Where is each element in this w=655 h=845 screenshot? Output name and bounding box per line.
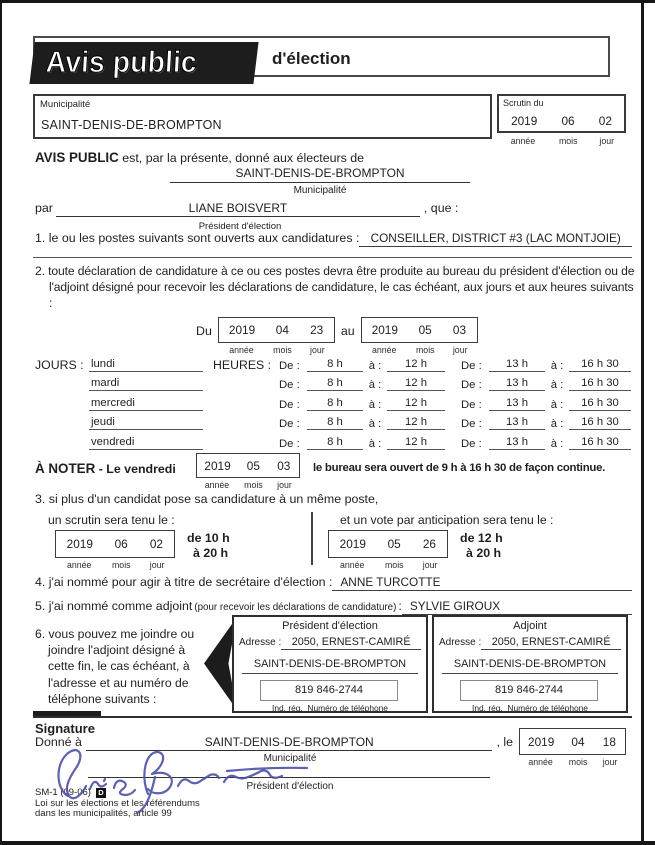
item5-row: [35, 599, 632, 615]
hour-from-am: 8 h: [307, 397, 363, 411]
date-day: 03: [277, 458, 291, 473]
scrutin-day: 02: [598, 114, 612, 128]
day-label: jour: [422, 560, 438, 570]
advance-polling-date: [328, 530, 448, 570]
scan-border-right: [641, 0, 644, 845]
heures-label: HEURES :: [213, 357, 272, 372]
president-contact-box: [232, 615, 428, 713]
year-label: année: [66, 560, 92, 570]
schedule-day: mardi: [89, 377, 203, 391]
advance-hours-to: à 20 h: [466, 545, 502, 560]
header-banner: [33, 36, 610, 77]
de-label: De :: [279, 398, 300, 411]
date-month: 05: [246, 458, 260, 473]
scrutin-date-box: [497, 94, 626, 133]
item5-colon: :: [398, 599, 402, 613]
date-month: 05: [418, 323, 432, 337]
address-row: [239, 636, 421, 650]
adjoint-contact-box: [432, 615, 628, 713]
date-box: [361, 317, 478, 343]
scrutin-date-labels: [497, 136, 626, 146]
phone-label: Ind. rég. Numéro de téléphone: [472, 703, 588, 713]
item5-paren: (pour recevoir les déclarations de candidature): [194, 602, 397, 613]
a-label: à :: [550, 359, 564, 372]
contact-box-title: Adjoint: [513, 620, 547, 632]
par-label: par: [35, 201, 53, 215]
polling-hours-from: de 10 h: [187, 531, 230, 545]
date-day: 18: [602, 734, 616, 749]
table-row: [35, 372, 635, 392]
advance-hours-from: de 12 h: [460, 531, 503, 545]
month-label: mois: [568, 757, 588, 767]
hour-from-pm: 13 h: [489, 397, 545, 411]
handwritten-signature: [52, 741, 317, 816]
a-label: à :: [368, 418, 382, 431]
scan-border-bottom: [0, 841, 655, 845]
polling-label: un scrutin sera tenu le :: [48, 513, 175, 527]
address-row: [439, 636, 621, 650]
de-label: De :: [461, 437, 482, 450]
schedule-day: mercredi: [89, 397, 203, 411]
hour-from-am: 8 h: [307, 416, 363, 430]
scrutin-month: 06: [561, 114, 575, 128]
au-label: au: [340, 324, 355, 338]
address-label: Adresse :: [239, 637, 282, 648]
president-name: LIANE BOISVERT: [56, 201, 420, 217]
law-reference: dans les municipalités, article 99: [35, 808, 172, 819]
dge-badge-icon: D: [96, 788, 106, 798]
address-value: 2050, ERNEST-CAMIRÉ: [281, 636, 421, 650]
table-row: [35, 430, 635, 450]
a-label: à :: [550, 418, 564, 431]
intro-municipality-label: Municipalité: [293, 185, 347, 196]
date-month: 05: [387, 537, 401, 551]
date-year: 2019: [204, 458, 231, 473]
signature-stroke: [58, 750, 307, 813]
hour-to-am: 12 h: [387, 377, 445, 391]
scan-border-left: [0, 0, 2, 845]
par-row: [35, 201, 595, 217]
intro-line: [35, 150, 364, 165]
scrutin-values: [499, 114, 624, 128]
hour-to-pm: 16 h 30: [569, 416, 631, 430]
intro-bold: AVIS PUBLIC: [35, 150, 119, 165]
scrutin-label: Scrutin du: [503, 98, 544, 108]
adjoint-name: SYLVIE GIROUX: [402, 599, 632, 615]
date-day: 02: [149, 537, 163, 551]
contact-box-title: Président d'élection: [282, 620, 378, 632]
a-label: à :: [550, 398, 564, 411]
item1-label: 1. le ou les postes suivants sont ouverts aux candidatures :: [35, 231, 360, 245]
municipality-box: [33, 94, 492, 139]
hour-to-pm: 16 h 30: [569, 377, 631, 391]
de-label: De :: [279, 379, 300, 392]
form-code: SM-1 (09-06): [35, 787, 91, 798]
signature-line-label: Président d'élection: [246, 781, 334, 792]
schedule-day: jeudi: [89, 416, 203, 430]
le-label: , le: [496, 735, 513, 749]
hour-from-am: 8 h: [307, 377, 363, 391]
date-day: 26: [422, 537, 436, 551]
date-labels: [196, 480, 300, 490]
law-reference: Loi sur les élections et les référendums: [35, 797, 200, 809]
item2-paragraph: 2. toute déclaration de candidature à ce ou ces postes devra être produite au bureau du président d'élection ou de l'adjoint désigné pour recevoir les déclarations de candidature, le cas échéant, aux jours et aux heures suivants :: [35, 264, 635, 310]
vertical-divider: [311, 512, 313, 565]
date-year: 2019: [371, 323, 398, 337]
polling-hours-to: à 20 h: [193, 545, 229, 560]
signature-place-label: Municipalité: [263, 753, 317, 764]
schedule-day: vendredi: [89, 436, 203, 450]
year-label: année: [204, 480, 230, 490]
day-label: jour: [452, 345, 468, 355]
hour-from-pm: 13 h: [489, 416, 545, 430]
year-label: année: [510, 136, 536, 146]
a-noter-lead: [35, 461, 176, 476]
table-row: [35, 352, 635, 372]
a-label: à :: [368, 437, 382, 450]
a-noter-text: le bureau sera ouvert de 9 h à 16 h 30 de façon continue.: [313, 462, 606, 474]
logo-text: Avis public: [44, 46, 198, 79]
year-label: année: [371, 345, 397, 355]
municipality-box-label: Municipalité: [40, 99, 91, 110]
a-noter-title: À NOTER: [35, 461, 96, 476]
date-labels: [519, 757, 626, 767]
date-box: [328, 530, 448, 558]
month-label: mois: [415, 345, 435, 355]
hour-to-pm: 16 h 30: [569, 436, 631, 450]
year-label: année: [229, 345, 254, 355]
scrutin-year: 2019: [511, 114, 538, 128]
hour-from-pm: 13 h: [489, 358, 545, 372]
month-label: mois: [558, 136, 578, 146]
signature-place-value: SAINT-DENIS-DE-BROMPTON: [86, 735, 493, 751]
item4-label: 4. j'ai nommé pour agir à titre de secrétaire d'élection :: [35, 575, 333, 589]
phone-label: Ind. rég. Numéro de téléphone: [272, 703, 388, 713]
que-suffix: , que :: [423, 201, 459, 215]
municipality-box-value: SAINT-DENIS-DE-BROMPTON: [41, 118, 222, 132]
advance-polling-label: et un vote par anticipation sera tenu le :: [340, 513, 554, 527]
donne-a-label: Donné à: [35, 735, 82, 749]
de-label: De :: [279, 418, 300, 431]
date-day: 23: [310, 323, 324, 337]
item1-value: CONSEILLER, DISTRICT #3 (LAC MONTJOIE): [359, 231, 632, 247]
du-label: Du: [196, 324, 212, 338]
intro-municipality-value: SAINT-DENIS-DE-BROMPTON: [170, 166, 470, 183]
table-row: [35, 391, 635, 411]
hour-from-pm: 13 h: [489, 377, 545, 391]
item6-line: téléphone suivants :: [48, 691, 157, 706]
city-value: SAINT-DENIS-DE-BROMPTON: [242, 658, 418, 674]
a-label: à :: [368, 359, 382, 372]
hour-to-am: 12 h: [387, 397, 445, 411]
a-noter-row: [35, 452, 635, 494]
header-subtitle: d'élection: [272, 49, 351, 68]
scan-border-top: [0, 0, 655, 3]
year-label: année: [339, 560, 365, 570]
de-label: De :: [461, 398, 482, 411]
hour-to-am: 12 h: [387, 358, 445, 372]
day-label: jour: [599, 136, 615, 146]
date-box: [519, 728, 626, 755]
president-label: Président d'élection: [198, 221, 282, 232]
phone-box: 819 846-2744: [260, 680, 398, 701]
date-month: 04: [275, 323, 289, 337]
table-row: [35, 411, 635, 431]
hour-to-am: 12 h: [387, 416, 445, 430]
a-label: à :: [550, 379, 564, 392]
a-noter-date: [196, 453, 300, 490]
jours-label: JOURS :: [35, 357, 84, 372]
date-month: 06: [114, 537, 128, 551]
date-labels: [55, 560, 175, 570]
date-box: [218, 317, 335, 343]
hour-from-pm: 13 h: [489, 436, 545, 450]
de-label: De :: [461, 418, 482, 431]
item3-section: [35, 492, 635, 574]
day-label: jour: [277, 480, 292, 490]
period-to: [361, 317, 478, 355]
hour-to-pm: 16 h 30: [569, 397, 631, 411]
date-year: 2019: [528, 734, 555, 749]
avis-public-logo: [29, 42, 258, 84]
advance-polling-hours: [460, 531, 503, 560]
secretary-name: ANNE TURCOTTE: [332, 575, 632, 591]
month-label: mois: [273, 345, 292, 355]
month-label: mois: [384, 560, 404, 570]
item1-row: [35, 231, 632, 247]
hour-to-pm: 16 h 30: [569, 358, 631, 372]
item6-line: joindre l'adjoint désigné à: [48, 643, 186, 658]
month-label: mois: [111, 560, 131, 570]
year-label: année: [528, 757, 553, 767]
phone-box: 819 846-2744: [460, 680, 598, 701]
date-box: [196, 453, 300, 478]
item6-text-block: [35, 626, 210, 707]
day-label: jour: [602, 757, 618, 767]
hour-from-am: 8 h: [307, 358, 363, 372]
date-year: 2019: [339, 537, 366, 551]
item6-line: 6. vous pouvez me joindre ou: [35, 627, 195, 641]
period-from: [218, 317, 335, 355]
date-box: [55, 530, 175, 558]
hour-from-am: 8 h: [307, 436, 363, 450]
day-label: jour: [149, 560, 165, 570]
a-noter-lead-text: - Le vendredi: [95, 462, 176, 476]
de-label: De :: [461, 379, 482, 392]
date-day: 03: [452, 323, 467, 337]
day-label: jour: [310, 345, 325, 355]
hour-to-am: 12 h: [387, 436, 445, 450]
address-value: 2050, ERNEST-CAMIRÉ: [481, 636, 621, 650]
polling-date: [55, 530, 175, 570]
section-divider-line: [33, 716, 632, 718]
candidacy-period: [190, 317, 478, 355]
signature-title: Signature: [35, 721, 95, 736]
item6-line: l'adresse et au numéro de: [48, 675, 189, 690]
de-label: De :: [279, 437, 300, 450]
polling-hours: [187, 531, 230, 560]
address-label: Adresse :: [439, 637, 482, 648]
item3-text: 3. si plus d'un candidat pose sa candidature à un même poste,: [35, 492, 379, 506]
city-value: SAINT-DENIS-DE-BROMPTON: [442, 658, 618, 674]
item4-row: [35, 575, 632, 591]
office-hours-table: [35, 352, 635, 450]
date-year: 2019: [228, 323, 256, 337]
item6-line: cette fin, le cas échéant, à: [48, 659, 190, 674]
a-label: à :: [368, 379, 382, 392]
de-label: De :: [461, 359, 482, 372]
a-label: à :: [550, 437, 564, 450]
date-month: 04: [571, 734, 585, 749]
de-label: De :: [279, 359, 300, 372]
date-labels: [328, 560, 448, 570]
signature-date: [519, 728, 626, 767]
month-label: mois: [244, 480, 263, 490]
date-year: 2019: [66, 537, 93, 551]
schedule-day: lundi: [89, 358, 203, 372]
section-divider-line: [33, 257, 632, 258]
intro-text: est, par la présente, donné aux électeurs de: [122, 151, 365, 165]
a-label: à :: [368, 398, 382, 411]
item5-label: 5. j'ai nommé comme adjoint: [35, 599, 193, 613]
